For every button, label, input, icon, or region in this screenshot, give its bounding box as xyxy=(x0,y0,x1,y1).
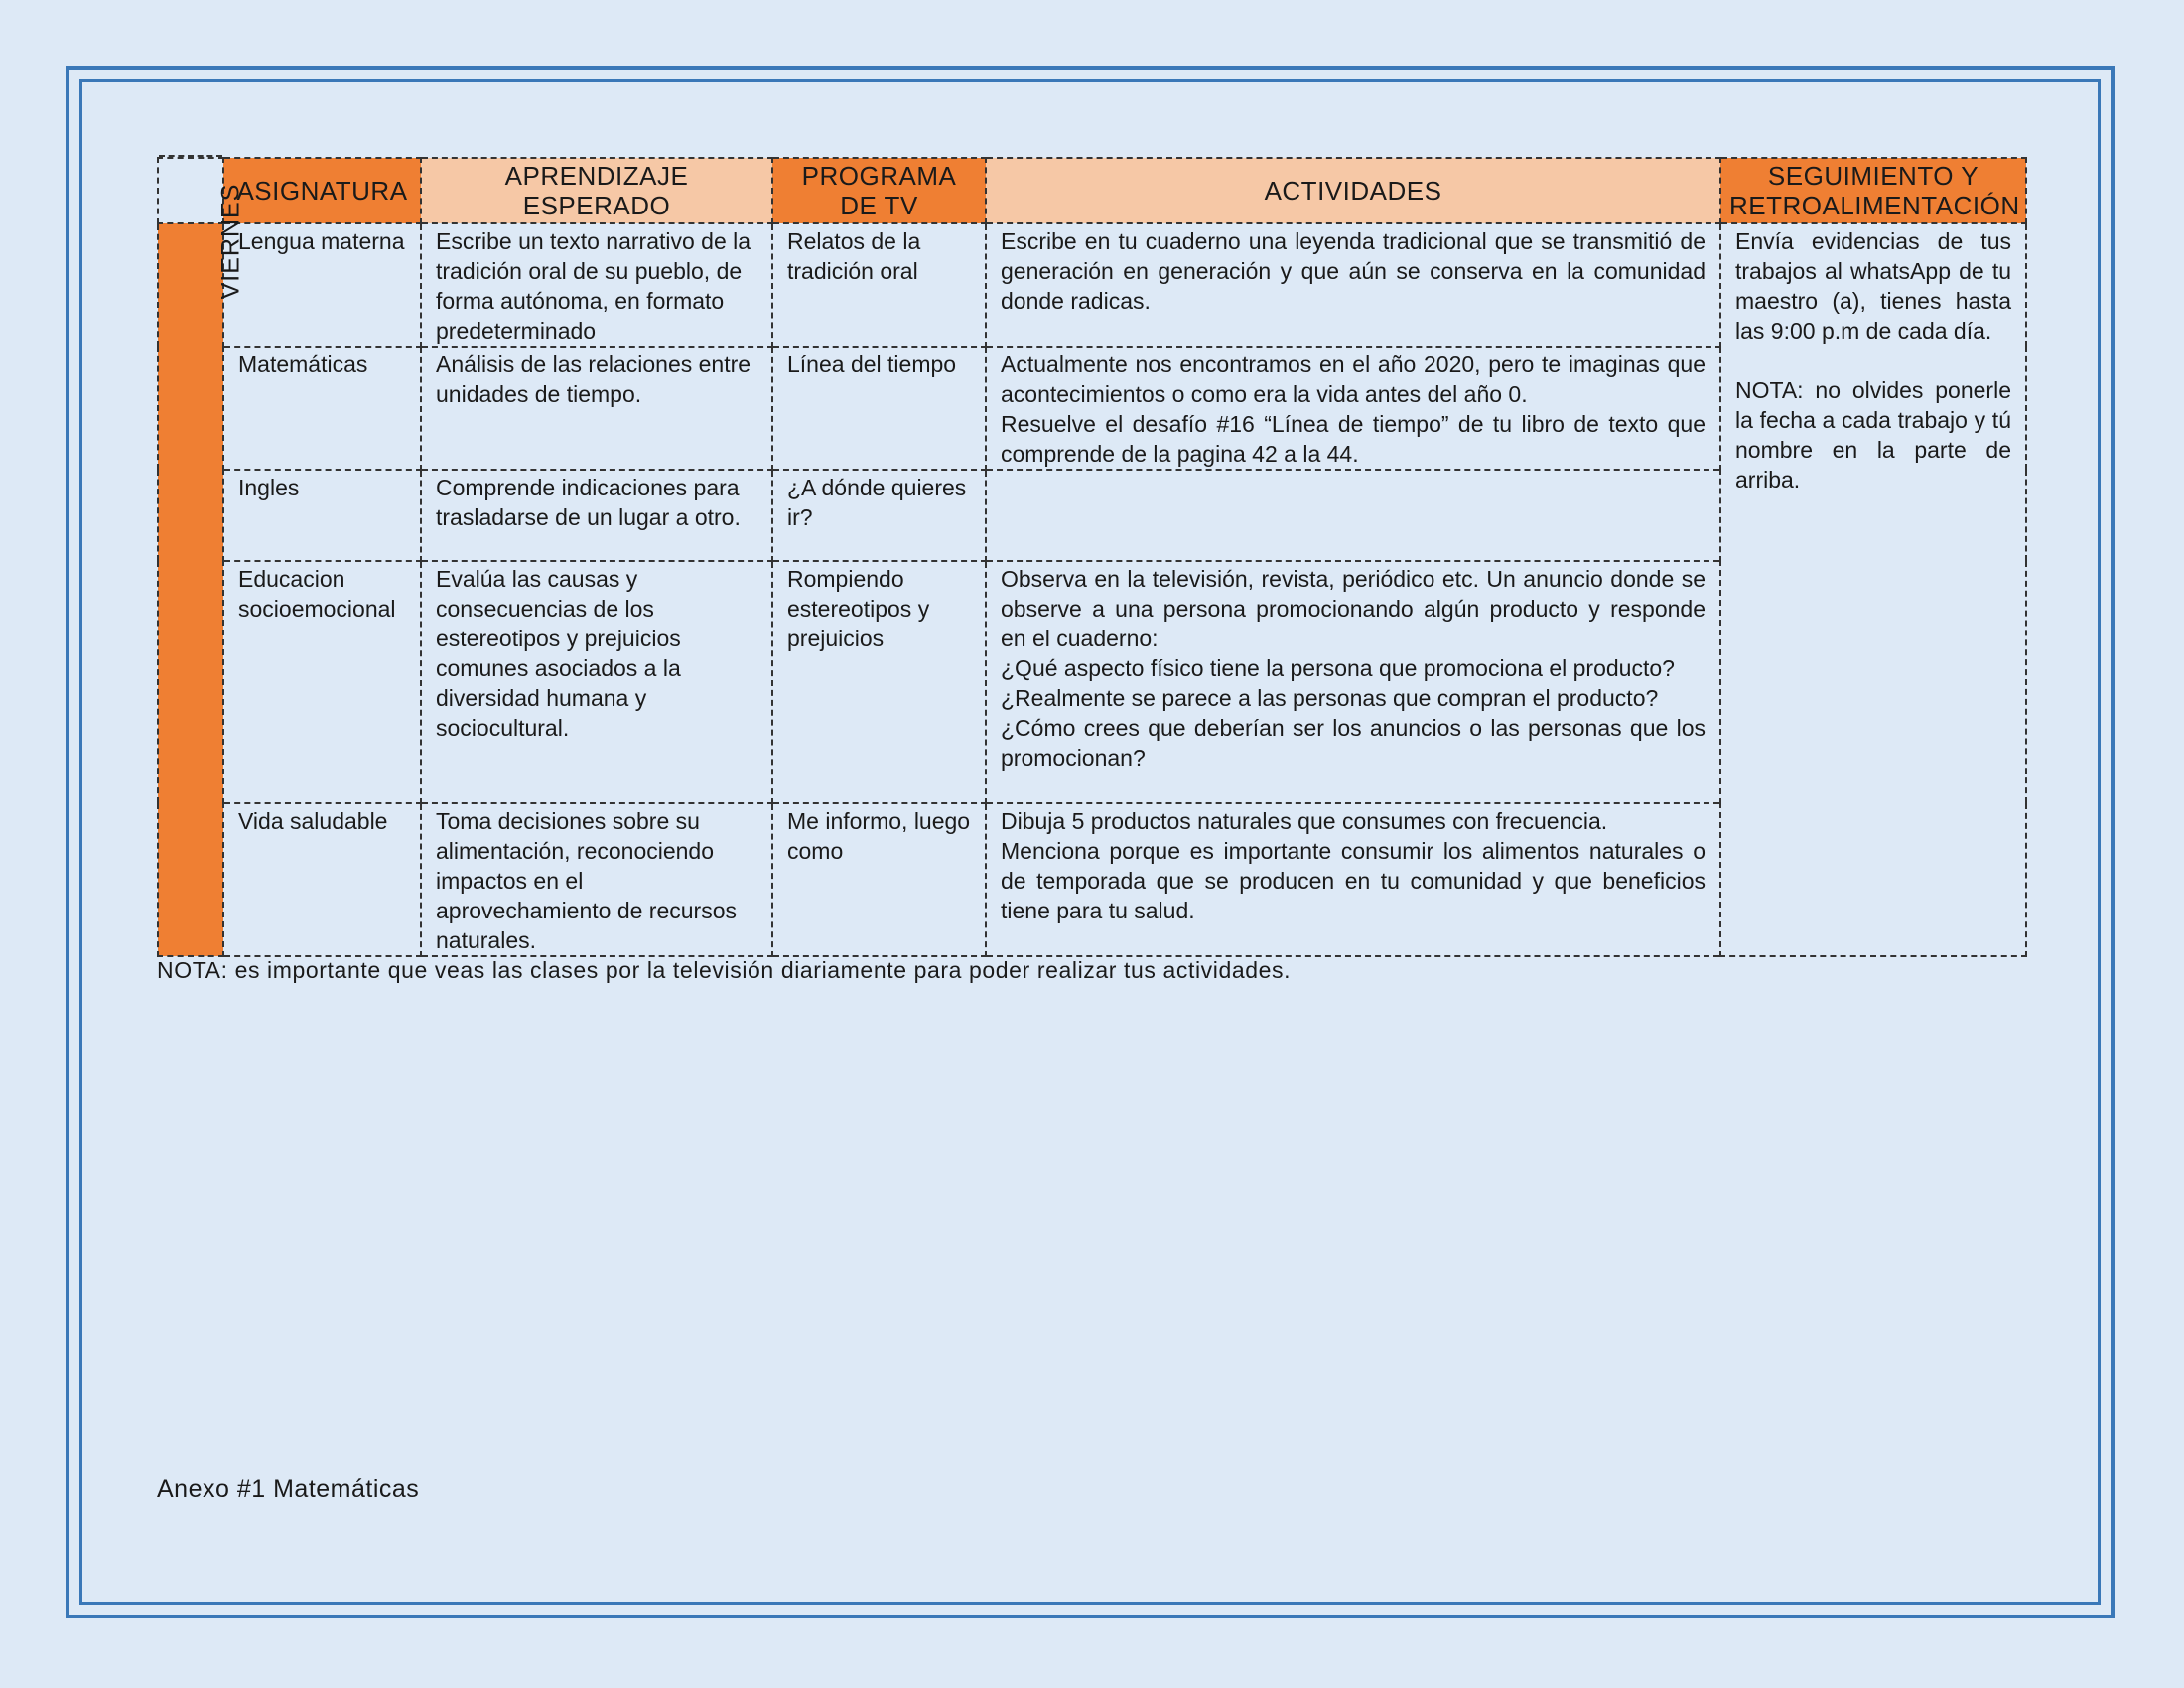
subject-cell: Lengua materna xyxy=(223,223,421,347)
feedback-main: Envía evidencias de tus trabajos al whatsApp de tu maestro (a), tienes hasta las 9:00 p.m de cada día. xyxy=(1735,228,2011,344)
day-cell xyxy=(158,183,245,956)
activity-text: Actualmente nos encontramos en el año 2020, pero te imaginas que acontecimientos o como era la vida antes del año 0. xyxy=(1001,352,1706,407)
subject-cell: Educacion socioemocional xyxy=(223,561,421,803)
program-cell: Rompiendo estereotipos y prejuicios xyxy=(772,561,986,803)
program-cell: Línea del tiempo xyxy=(772,347,986,470)
header-blank-cell xyxy=(158,158,223,223)
subject-cell: Matemáticas xyxy=(223,347,421,470)
activities-cell xyxy=(986,223,1720,347)
learning-cell: Escribe un texto narrativo de la tradición oral de su pueblo, de forma autónoma, en formato predeterminado xyxy=(421,223,772,347)
header-aprendizaje: APRENDIZAJE ESPERADO xyxy=(421,158,772,223)
header-seguimiento: SEGUIMIENTO Y RETROALIMENTACIÓN xyxy=(1720,158,2026,223)
day-label: VIERNES xyxy=(216,183,245,300)
schedule-table xyxy=(157,157,2027,957)
header-actividades: ACTIVIDADES xyxy=(986,158,1720,223)
program-cell: ¿A dónde quieres ir? xyxy=(772,470,986,561)
learning-cell: Análisis de las relaciones entre unidades de tiempo. xyxy=(421,347,772,470)
subject-cell: Vida saludable xyxy=(223,803,421,956)
program-cell: Me informo, luego como xyxy=(772,803,986,956)
table-row xyxy=(158,223,2026,347)
activity-text: Resuelve el desafío #16 “Línea de tiempo” de tu libro de texto que comprende de la pagina 42 a la 44. xyxy=(1001,411,1706,467)
activity-text: Menciona porque es importante consumir los alimentos naturales o de temporada que se producen en tu comunidad y que beneficios tiene para tu salud. xyxy=(1001,838,1706,923)
activity-text: Dibuja 5 productos naturales que consumes con frecuencia. xyxy=(1001,808,1608,834)
activities-cell xyxy=(986,561,1720,803)
activity-text: ¿Qué aspecto físico tiene la persona que promociona el producto? xyxy=(1001,655,1675,681)
learning-cell: Comprende indicaciones para trasladarse de un lugar a otro. xyxy=(421,470,772,561)
activity-text: ¿Realmente se parece a las personas que compran el producto? xyxy=(1001,685,1659,711)
activity-text: ¿Cómo crees que deberían ser los anuncios o las personas que los promocionan? xyxy=(1001,715,1706,771)
annex-label: Anexo #1 Matemáticas xyxy=(157,1476,420,1503)
subject-cell: Ingles xyxy=(223,470,421,561)
activities-cell xyxy=(986,803,1720,956)
feedback-cell xyxy=(1720,223,2026,956)
learning-cell: Evalúa las causas y consecuencias de los estereotipos y prejuicios comunes asociados a la diversidad humana y sociocultural. xyxy=(421,561,772,803)
program-cell: Relatos de la tradición oral xyxy=(772,223,986,347)
header-row xyxy=(158,158,2026,223)
learning-cell: Toma decisiones sobre su alimentación, reconociendo impactos en el aprovechamiento de recursos naturales. xyxy=(421,803,772,956)
feedback-note: NOTA: no olvides ponerle la fecha a cada trabajo y tú nombre en la parte de arriba. xyxy=(1735,377,2011,492)
activities-cell xyxy=(986,470,1720,561)
activity-text: Escribe en tu cuaderno una leyenda tradicional que se transmitió de generación en generación y que aún se conserva en la comunidad donde radicas. xyxy=(1001,228,1706,314)
header-asignatura: ASIGNATURA xyxy=(223,158,421,223)
activities-cell xyxy=(986,347,1720,470)
header-programa: PROGRAMA DE TV xyxy=(772,158,986,223)
activity-text: Observa en la televisión, revista, periódico etc. Un anuncio donde se observe a una persona promocionando algún producto y responde en el cuaderno: xyxy=(1001,566,1706,651)
footer-note: NOTA: es importante que veas las clases por la televisión diariamente para poder realizar tus actividades. xyxy=(157,957,1292,983)
